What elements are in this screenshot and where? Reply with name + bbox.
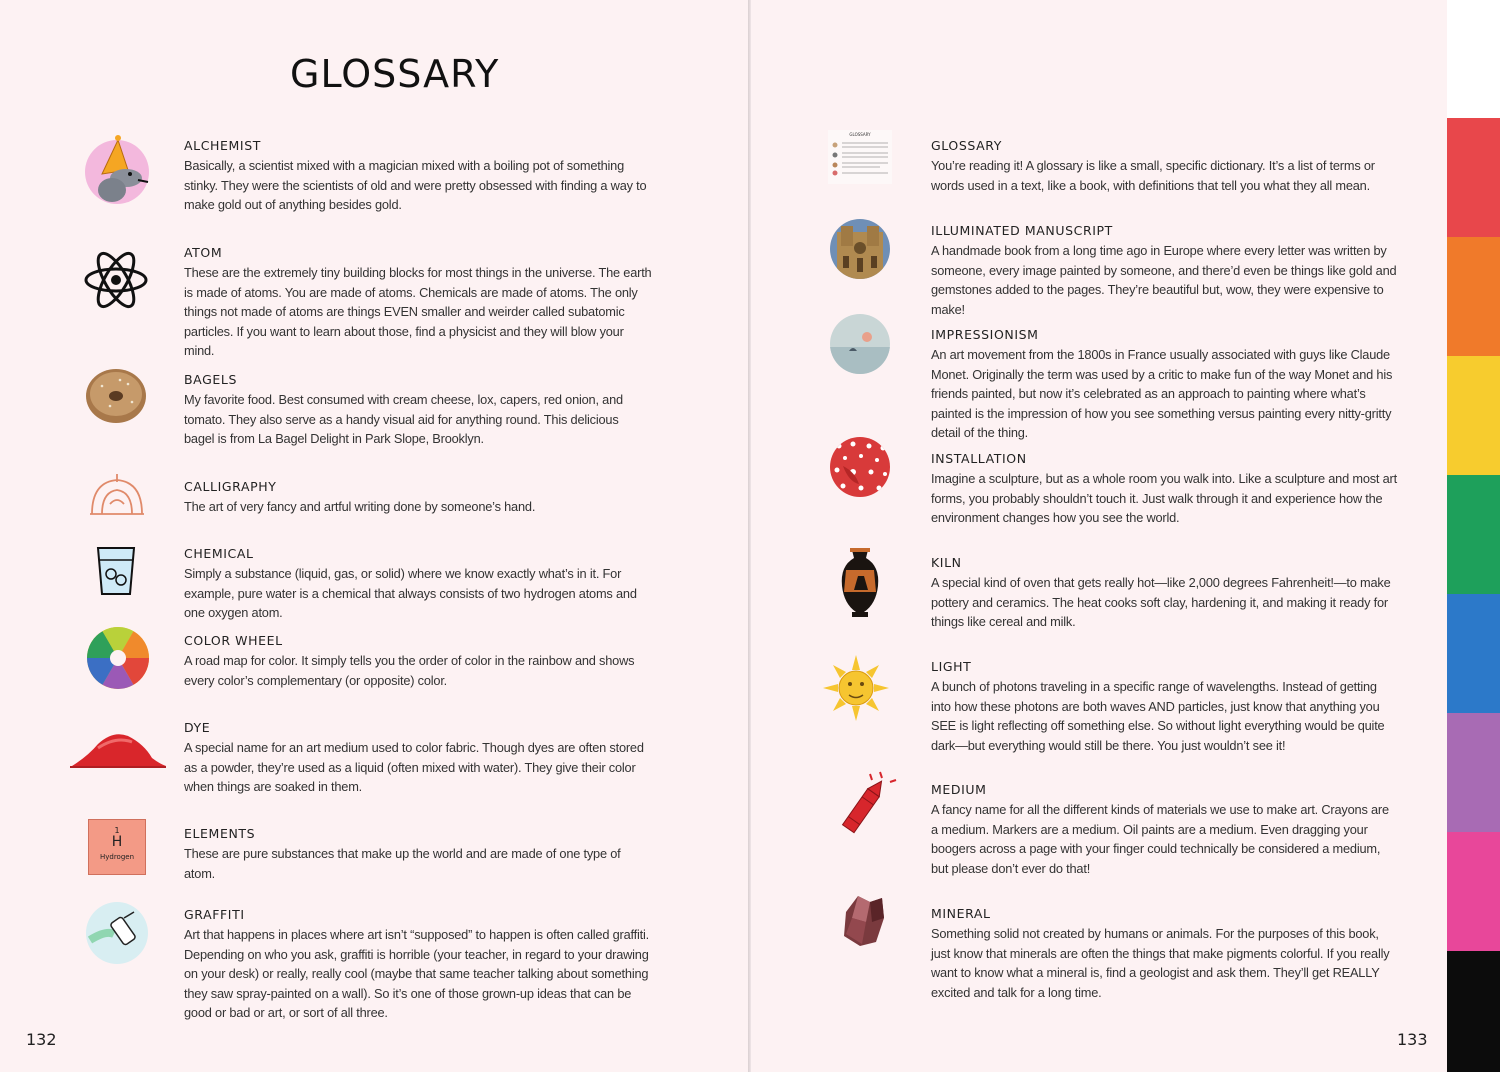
glossary-entry-atom — [184, 245, 652, 361]
glossary-entry-calligraphy — [184, 479, 652, 517]
page-title: GLOSSARY — [290, 52, 500, 96]
color-tab-orange — [1447, 237, 1500, 356]
entry-term: LIGHT — [931, 659, 972, 674]
color-tab-yellow — [1447, 356, 1500, 475]
entry-definition: Imagine a sculpture, but as a whole room you walk into. Like a sculpture and most art forms, you probably shouldn’t touch it. Just walk through it and experience how the environment changes how you see the world. — [931, 471, 1397, 525]
left-page — [0, 0, 748, 1072]
glossary-entry-color-wheel — [184, 633, 652, 690]
glossary-entry-medium — [931, 782, 1399, 878]
color-wheel-icon — [86, 626, 150, 690]
entry-term: ATOM — [184, 245, 223, 260]
color-tab-green — [1447, 475, 1500, 594]
entry-term: COLOR WHEEL — [184, 633, 283, 648]
entry-term: ELEMENTS — [184, 826, 256, 841]
entry-term: GRAFFITI — [184, 907, 245, 922]
entry-definition: Basically, a scientist mixed with a magician mixed with a boiling pot of something stinky. They were the scientists of old and were pretty obsessed with finding a way to make gold out of anything besides gold. — [184, 158, 647, 212]
entry-definition: Simply a substance (liquid, gas, or solid) where we know exactly what’s in it. For example, pure water is a chemical that always consists of two hydrogen atoms and one oxygen atom. — [184, 566, 637, 620]
impression-painting-icon — [829, 313, 891, 375]
element-number: 1 — [114, 826, 120, 835]
entry-term: MINERAL — [931, 906, 991, 921]
entry-definition: The art of very fancy and artful writing done by someone’s hand. — [184, 499, 536, 514]
entry-definition: Art that happens in places where art isn’t “supposed” to happen is often called graffiti. Depending on who you ask, graffiti is horrible (your teacher, in regard to your drawing on your desk) or really, really cool (maybe that same teacher talking about something they saw spray-painted on a wall). So it’s one of those grown-up ideas that can be good or bad or art, or sort of all three. — [184, 927, 649, 1020]
mini-page-title: GLOSSARY — [849, 132, 871, 137]
element-symbol: H — [111, 834, 123, 850]
entry-definition: A road map for color. It simply tells you the order of color in the rainbow and shows every color’s complementary (or opposite) color. — [184, 653, 635, 688]
color-tab-blue — [1447, 594, 1500, 713]
greek-vase-icon — [838, 546, 882, 618]
cathedral-icon — [829, 218, 891, 280]
glossary-entry-graffiti — [184, 907, 652, 1023]
glossary-entry-chemical — [184, 546, 652, 623]
entry-term: CALLIGRAPHY — [184, 479, 277, 494]
atom-icon — [82, 246, 150, 314]
entry-definition: A fancy name for all the different kinds of materials we use to make art. Crayons are a medium. Markers are a medium. Oil paints are a medium. Even dragging your boogers across a page with your finger could technically be considered a medium, but please don’t ever do that! — [931, 802, 1389, 876]
glossary-entry-light — [931, 659, 1399, 755]
entry-term: IMPRESSIONISM — [931, 327, 1039, 342]
color-tab-black — [1447, 951, 1500, 1072]
mineral-crystal-icon — [838, 892, 888, 948]
entry-definition: Something solid not created by humans or animals. For the purposes of this book, just know that minerals are often the things that make pigments colorful. If you really want to know what a mineral is, find a geologist and ask them. They’ll get REALLY excited and talk for a long time. — [931, 926, 1390, 1000]
glossary-entry-impressionism — [931, 327, 1399, 443]
mini-page-lines — [828, 137, 892, 181]
entry-term: ALCHEMIST — [184, 138, 261, 153]
entry-term: CHEMICAL — [184, 546, 254, 561]
glossary-entry-dye — [184, 720, 652, 797]
entry-definition: An art movement from the 1800s in France usually associated with guys like Claude Monet. Originally the term was used by a critic to make fun of the way Monet and his friends painted, but now it’s celebrated as an approach to painting where what’s painted is the impression of how you see something versus painting every nitty-gritty detail of the thing. — [931, 347, 1393, 440]
hydrogen-element-icon — [88, 819, 146, 875]
bagel-icon — [84, 366, 148, 426]
entry-term: DYE — [184, 720, 211, 735]
dye-powder-icon — [68, 726, 168, 772]
entry-definition: These are pure substances that make up the world and are made of one type of atom. — [184, 846, 621, 881]
entry-definition: My favorite food. Best consumed with cream cheese, lox, capers, red onion, and tomato. They also serve as a handy visual aid for anything round. This delicious bagel is from La Bagel Delight in Park Slope, Brooklyn. — [184, 392, 623, 446]
spray-can-icon — [84, 900, 150, 966]
water-glass-icon — [94, 544, 138, 598]
color-tab-red — [1447, 118, 1500, 237]
entry-term: MEDIUM — [931, 782, 987, 797]
alchemist-icon — [82, 130, 152, 205]
entry-term: INSTALLATION — [931, 451, 1027, 466]
color-tab-purple — [1447, 713, 1500, 832]
entry-definition: A special kind of oven that gets really hot—like 2,000 degrees Fahrenheit!—to make pottery and ceramics. The heat cooks soft clay, hardening it, and making it ready for things like cereal and milk. — [931, 575, 1391, 629]
glossary-entry-glossary — [931, 138, 1399, 195]
crayon-icon — [834, 768, 900, 838]
entry-definition: You’re reading it! A glossary is like a small, specific dictionary. It’s a list of terms or words used in a text, like a book, with definitions that tell you what they all mean. — [931, 158, 1375, 193]
glossary-page-icon — [828, 130, 892, 184]
entry-definition: A bunch of photons traveling in a specific range of wavelengths. Instead of getting into how these photons are both waves AND particles, just know that anything you SEE is light reflecting off something else. So without light everything would be quite dark—but everything would still be there. You just wouldn’t see it! — [931, 679, 1385, 753]
glossary-entry-alchemist — [184, 138, 652, 215]
entry-definition: These are the extremely tiny building blocks for most things in the universe. The earth is made of atoms. You are made of atoms. Chemicals are made of atoms. The only things not made of atoms are things EVEN smaller and weirder called subatomic particles. If you want to learn about those, find a physicist and they will blow your mind. — [184, 265, 652, 358]
glossary-entry-illuminated-manuscript — [931, 223, 1399, 319]
glossary-entry-elements — [184, 826, 652, 883]
element-name: Hydrogen — [99, 853, 135, 861]
entry-term: KILN — [931, 555, 962, 570]
color-tabs — [1447, 0, 1500, 1072]
glossary-entry-installation — [931, 451, 1399, 528]
entry-term: GLOSSARY — [931, 138, 1003, 153]
entry-definition: A special name for an art medium used to color fabric. Though dyes are often stored as a powder, they’re used as a liquid (often mixed with water). They give their color when things are soaked in them. — [184, 740, 644, 794]
glossary-entry-kiln — [931, 555, 1399, 632]
entry-term: ILLUMINATED MANUSCRIPT — [931, 223, 1113, 238]
sun-icon — [822, 654, 890, 722]
page-number-left: 132 — [26, 1030, 57, 1049]
glossary-entry-bagels — [184, 372, 652, 449]
calligraphy-icon — [88, 470, 146, 518]
glossary-entry-mineral — [931, 906, 1399, 1002]
entry-term: BAGELS — [184, 372, 237, 387]
color-tab-pink — [1447, 832, 1500, 951]
polka-dot-room-icon — [829, 436, 891, 498]
page-number-right: 133 — [1397, 1030, 1428, 1049]
entry-definition: A handmade book from a long time ago in Europe where every letter was written by someone, every image painted by someone, and there’d even be things like gold and gemstones added to the pages. They’re beautiful but, wow, they were expensive to make! — [931, 243, 1397, 317]
